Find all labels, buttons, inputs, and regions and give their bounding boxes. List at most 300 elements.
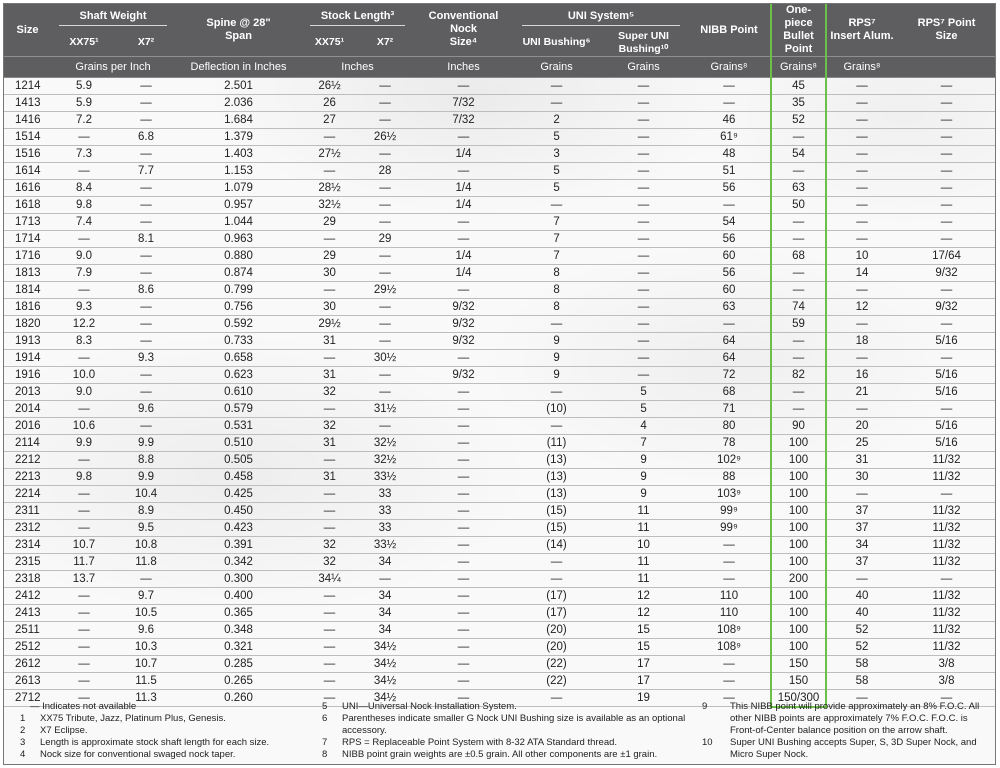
cell-stock-length-x7: 34 [357,622,413,639]
header-shaft-weight-x7: X7² [117,29,175,56]
cell-super-uni-bushing: — [599,180,688,197]
cell-nibb-point: 56 [688,231,771,248]
footnote [702,737,992,761]
header-bullet-line2: Bullet Point [783,30,814,55]
cell-rps-point-size: 5/16 [897,367,996,384]
cell-bullet-point: 100 [771,503,826,520]
cell-nibb-point: 51 [688,163,771,180]
header-spine-line1: Spine @ 28" [206,17,271,29]
cell-size: 2413 [4,605,51,622]
cell-stock-length-xx75: 29 [302,248,357,265]
cell-spine: 0.756 [175,299,302,316]
header-bullet-line1: One-piece [784,4,813,29]
cell-size: 1820 [4,316,51,333]
cell-shaft-weight-xx75: — [51,452,117,469]
cell-bullet-point: — [771,333,826,350]
cell-shaft-weight-x7: — [117,316,175,333]
cell-rps-point-size: — [897,78,996,95]
cell-rps-point-size: 5/16 [897,435,996,452]
cell-shaft-weight-x7: 10.7 [117,656,175,673]
cell-stock-length-xx75: 32 [302,537,357,554]
cell-bullet-point: 100 [771,520,826,537]
footnote-number: 9 [702,701,708,712]
cell-shaft-weight-xx75: — [51,673,117,690]
cell-stock-length-x7: 32½ [357,435,413,452]
cell-nibb-point: 78 [688,435,771,452]
cell-shaft-weight-x7: 10.3 [117,639,175,656]
cell-uni-bushing: (14) [514,537,599,554]
cell-rps-point-size: 9/32 [897,299,996,316]
cell-stock-length-xx75: 30 [302,299,357,316]
cell-shaft-weight-x7: — [117,146,175,163]
cell-bullet-point: 54 [771,146,826,163]
cell-size: 1413 [4,95,51,112]
cell-spine: 0.505 [175,452,302,469]
cell-rps-insert: 16 [826,367,897,384]
cell-stock-length-xx75: 27½ [302,146,357,163]
cell-super-uni-bushing: 17 [599,656,688,673]
cell-size: 2312 [4,520,51,537]
cell-super-uni-bushing: — [599,146,688,163]
cell-nibb-point: — [688,78,771,95]
cell-spine: 0.880 [175,248,302,265]
cell-shaft-weight-xx75: — [51,486,117,503]
cell-spine: 0.365 [175,605,302,622]
cell-bullet-point: 35 [771,95,826,112]
cell-size: 1916 [4,367,51,384]
table-row [4,146,996,163]
cell-rps-insert: 20 [826,418,897,435]
cell-uni-bushing: 3 [514,146,599,163]
cell-shaft-weight-xx75: — [51,588,117,605]
header-rps-size-line2: Size [935,30,958,42]
cell-nibb-point: — [688,537,771,554]
cell-nock-size: — [413,384,514,401]
table-row [4,418,996,435]
cell-super-uni-bushing: — [599,265,688,282]
cell-spine: 0.579 [175,401,302,418]
cell-rps-insert: 37 [826,554,897,571]
header-super-uni-bushing: Super UNI Bushing¹⁰ [599,29,688,56]
cell-super-uni-bushing: — [599,197,688,214]
table-row [4,554,996,571]
cell-bullet-point: — [771,384,826,401]
cell-rps-insert: — [826,78,897,95]
cell-size: 1714 [4,231,51,248]
cell-spine: 2.501 [175,78,302,95]
cell-rps-insert: — [826,112,897,129]
header-stock-length: Stock Length³ [302,4,413,29]
footnote-text: Super UNI Bushing accepts Super, S, 3D Super Nock, and Micro Super Nock. [730,737,977,760]
cell-rps-point-size: — [897,112,996,129]
cell-super-uni-bushing: 15 [599,639,688,656]
cell-size: 1514 [4,129,51,146]
header-rps-insert [826,4,897,57]
cell-stock-length-xx75: — [302,622,357,639]
cell-rps-point-size: — [897,231,996,248]
cell-size: 1713 [4,214,51,231]
cell-size: 2214 [4,486,51,503]
cell-stock-length-xx75: 31 [302,435,357,452]
cell-shaft-weight-xx75: 9.8 [51,469,117,486]
cell-spine: 0.423 [175,520,302,537]
table-row [4,571,996,588]
cell-uni-bushing: 7 [514,214,599,231]
cell-uni-bushing: (22) [514,673,599,690]
cell-nock-size: — [413,503,514,520]
cell-bullet-point: 200 [771,571,826,588]
cell-uni-bushing: 9 [514,350,599,367]
cell-rps-insert: — [826,401,897,418]
cell-spine: 0.321 [175,639,302,656]
cell-stock-length-x7: 26½ [357,129,413,146]
cell-uni-bushing: (17) [514,588,599,605]
cell-spine: 2.036 [175,95,302,112]
cell-bullet-point: 100 [771,537,826,554]
cell-nibb-point: — [688,656,771,673]
cell-stock-length-x7: 31½ [357,401,413,418]
cell-uni-bushing: 5 [514,180,599,197]
cell-stock-length-xx75: 34¼ [302,571,357,588]
cell-uni-bushing: 9 [514,333,599,350]
cell-super-uni-bushing: — [599,112,688,129]
cell-shaft-weight-x7: 8.1 [117,231,175,248]
header-rps-line1: RPS⁷ [848,17,876,29]
cell-bullet-point: — [771,163,826,180]
cell-rps-point-size: — [897,571,996,588]
cell-rps-insert: — [826,571,897,588]
cell-nock-size: 1/4 [413,197,514,214]
cell-rps-insert: 40 [826,588,897,605]
cell-rps-insert: — [826,163,897,180]
footnote-text: XX75 Tribute, Jazz, Platinum Plus, Genesis. [40,713,226,724]
cell-bullet-point: 100 [771,639,826,656]
cell-shaft-weight-x7: 9.6 [117,401,175,418]
cell-nibb-point: 103⁹ [688,486,771,503]
table-row [4,78,996,95]
cell-uni-bushing: (13) [514,452,599,469]
cell-shaft-weight-xx75: — [51,690,117,707]
cell-stock-length-x7: — [357,367,413,384]
cell-size: 2016 [4,418,51,435]
cell-shaft-weight-x7: 10.8 [117,537,175,554]
cell-stock-length-xx75: 32 [302,384,357,401]
cell-super-uni-bushing: 5 [599,401,688,418]
cell-stock-length-x7: 34½ [357,690,413,707]
cell-nock-size: — [413,486,514,503]
cell-rps-point-size: 11/32 [897,605,996,622]
header-nock-line2: Size⁴ [449,36,478,48]
cell-rps-insert: 30 [826,469,897,486]
cell-nibb-point: — [688,316,771,333]
cell-shaft-weight-xx75: 7.9 [51,265,117,282]
cell-rps-insert: — [826,146,897,163]
cell-super-uni-bushing: 19 [599,690,688,707]
cell-bullet-point: 100 [771,605,826,622]
cell-shaft-weight-x7: — [117,112,175,129]
cell-stock-length-x7: 33 [357,486,413,503]
cell-rps-point-size: — [897,180,996,197]
footnote-text: Parentheses indicate smaller G Nock UNI Bushing size is available as an optional accessory. [342,713,686,736]
cell-stock-length-x7: — [357,316,413,333]
cell-nibb-point: 99⁹ [688,503,771,520]
arrow-shaft-spec-table [4,4,996,708]
cell-rps-insert: 52 [826,639,897,656]
footnote [322,713,702,737]
cell-stock-length-x7: — [357,333,413,350]
cell-nock-size: — [413,673,514,690]
footnote-number: 3 [20,737,26,748]
cell-nibb-point: 71 [688,401,771,418]
footnote [322,737,702,749]
cell-super-uni-bushing: 10 [599,537,688,554]
cell-shaft-weight-xx75: 9.3 [51,299,117,316]
cell-super-uni-bushing: 11 [599,554,688,571]
footnote [20,725,320,737]
cell-rps-point-size: 11/32 [897,622,996,639]
table-row [4,350,996,367]
cell-nock-size: — [413,605,514,622]
cell-shaft-weight-x7: 8.9 [117,503,175,520]
cell-rps-point-size: — [897,401,996,418]
cell-shaft-weight-xx75: — [51,163,117,180]
cell-stock-length-xx75: 31 [302,469,357,486]
header-size: Size [4,4,51,57]
cell-nibb-point: — [688,690,771,707]
cell-size: 1814 [4,282,51,299]
cell-shaft-weight-x7: 7.7 [117,163,175,180]
footnote [702,701,992,737]
cell-nibb-point: 80 [688,418,771,435]
unit-grains-super: Grains [599,57,688,78]
cell-uni-bushing: 8 [514,265,599,282]
cell-spine: 0.391 [175,537,302,554]
cell-stock-length-xx75: — [302,605,357,622]
cell-uni-bushing: (20) [514,622,599,639]
cell-shaft-weight-xx75: 10.0 [51,367,117,384]
cell-bullet-point: 100 [771,469,826,486]
cell-spine: 0.265 [175,673,302,690]
cell-shaft-weight-xx75: 8.3 [51,333,117,350]
table-row [4,214,996,231]
cell-shaft-weight-x7: 9.9 [117,435,175,452]
cell-nock-size: — [413,639,514,656]
cell-rps-point-size: 11/32 [897,554,996,571]
cell-bullet-point: 45 [771,78,826,95]
cell-stock-length-xx75: 31 [302,367,357,384]
cell-rps-insert: 25 [826,435,897,452]
header-nibb-point: NIBB Point [688,4,771,57]
cell-nock-size: — [413,129,514,146]
cell-size: 1614 [4,163,51,180]
cell-spine: 0.285 [175,656,302,673]
cell-super-uni-bushing: — [599,231,688,248]
cell-super-uni-bushing: 4 [599,418,688,435]
header-spine-line2: Span [225,30,252,42]
cell-nock-size: — [413,554,514,571]
cell-uni-bushing: (13) [514,486,599,503]
cell-bullet-point: 100 [771,588,826,605]
cell-size: 1214 [4,78,51,95]
cell-shaft-weight-xx75: 5.9 [51,78,117,95]
cell-rps-insert: 18 [826,333,897,350]
cell-uni-bushing: — [514,197,599,214]
cell-super-uni-bushing: 17 [599,673,688,690]
cell-spine: 0.531 [175,418,302,435]
cell-size: 2013 [4,384,51,401]
cell-nock-size: 9/32 [413,299,514,316]
table-row [4,333,996,350]
cell-stock-length-x7: 30½ [357,350,413,367]
cell-shaft-weight-xx75: — [51,656,117,673]
cell-shaft-weight-x7: — [117,571,175,588]
cell-super-uni-bushing: — [599,282,688,299]
cell-stock-length-xx75: — [302,520,357,537]
footnote-text: RPS = Replaceable Point System with 8-32 ATA Standard thread. [342,737,618,748]
cell-shaft-weight-xx75: 9.0 [51,384,117,401]
cell-nibb-point: 102⁹ [688,452,771,469]
cell-bullet-point: 150 [771,673,826,690]
cell-rps-insert: — [826,180,897,197]
cell-nibb-point: 110 [688,588,771,605]
cell-super-uni-bushing: 11 [599,571,688,588]
cell-stock-length-xx75: — [302,588,357,605]
cell-uni-bushing: 5 [514,163,599,180]
cell-nibb-point: — [688,95,771,112]
cell-nibb-point: 72 [688,367,771,384]
cell-rps-insert: — [826,486,897,503]
unit-inches-nock: Inches [413,57,514,78]
cell-nibb-point: 88 [688,469,771,486]
cell-nock-size: — [413,163,514,180]
cell-nibb-point: 64 [688,350,771,367]
cell-super-uni-bushing: — [599,163,688,180]
cell-spine: 1.079 [175,180,302,197]
cell-nock-size: 9/32 [413,367,514,384]
cell-nibb-point: 63 [688,299,771,316]
cell-stock-length-xx75: — [302,231,357,248]
footnote-number: 5 [322,701,328,712]
footnote [322,701,702,713]
cell-nibb-point: 110 [688,605,771,622]
footnote-number: 10 [702,737,713,748]
cell-stock-length-xx75: — [302,129,357,146]
cell-stock-length-x7: 34 [357,605,413,622]
cell-size: 2314 [4,537,51,554]
cell-uni-bushing: — [514,316,599,333]
cell-spine: 1.044 [175,214,302,231]
cell-nibb-point: 108⁹ [688,639,771,656]
table-row [4,180,996,197]
cell-shaft-weight-x7: 10.4 [117,486,175,503]
cell-nibb-point: 108⁹ [688,622,771,639]
cell-uni-bushing: — [514,554,599,571]
cell-super-uni-bushing: — [599,78,688,95]
cell-super-uni-bushing: 9 [599,469,688,486]
cell-super-uni-bushing: 12 [599,588,688,605]
cell-spine: 0.450 [175,503,302,520]
footnotes-column-1 [20,701,320,761]
cell-uni-bushing: — [514,418,599,435]
cell-rps-insert: 40 [826,605,897,622]
cell-size: 1716 [4,248,51,265]
unit-rps-size-blank [897,57,996,78]
cell-super-uni-bushing: 9 [599,486,688,503]
cell-size: 2512 [4,639,51,656]
cell-rps-point-size: 11/32 [897,503,996,520]
cell-shaft-weight-x7: 8.8 [117,452,175,469]
cell-stock-length-x7: — [357,265,413,282]
cell-bullet-point: 52 [771,112,826,129]
cell-uni-bushing: — [514,384,599,401]
cell-nock-size: — [413,78,514,95]
cell-size: 1914 [4,350,51,367]
cell-uni-bushing: (10) [514,401,599,418]
cell-size: 2412 [4,588,51,605]
cell-stock-length-xx75: 32 [302,554,357,571]
cell-nock-size: — [413,571,514,588]
cell-rps-insert: — [826,282,897,299]
table-row [4,367,996,384]
footnote-text: Nock size for conventional swaged nock taper. [40,749,236,760]
cell-shaft-weight-xx75: 7.4 [51,214,117,231]
cell-shaft-weight-xx75: 10.6 [51,418,117,435]
header-bullet-point [771,4,826,57]
cell-rps-insert: 12 [826,299,897,316]
footnotes-column-2 [322,701,702,761]
cell-shaft-weight-x7: 10.5 [117,605,175,622]
cell-stock-length-x7: — [357,418,413,435]
table-body [4,78,996,707]
cell-spine: 0.260 [175,690,302,707]
cell-nock-size: 1/4 [413,265,514,282]
footnote-number: 8 [322,749,328,760]
cell-shaft-weight-x7: 9.9 [117,469,175,486]
unit-grains-rps: Grains⁸ [826,57,897,78]
table-row [4,622,996,639]
cell-super-uni-bushing: 11 [599,503,688,520]
cell-stock-length-xx75: — [302,350,357,367]
cell-rps-point-size: — [897,146,996,163]
cell-shaft-weight-xx75: 13.7 [51,571,117,588]
header-nock-line1: Conventional Nock [428,10,499,35]
cell-rps-insert: — [826,690,897,707]
cell-bullet-point: — [771,282,826,299]
cell-rps-point-size: 5/16 [897,418,996,435]
cell-spine: 1.379 [175,129,302,146]
cell-spine: 0.733 [175,333,302,350]
cell-nock-size: — [413,350,514,367]
cell-size: 2613 [4,673,51,690]
cell-bullet-point: 50 [771,197,826,214]
cell-rps-point-size: 17/64 [897,248,996,265]
footnote-text: NIBB point grain weights are ±0.5 grain. All other components are ±1 grain. [342,749,658,760]
cell-size: 2213 [4,469,51,486]
footnote-text: — Indicates not available [30,701,137,712]
footnote [20,713,320,725]
header-stock-length-x7: X7² [357,29,413,56]
cell-shaft-weight-xx75: 10.7 [51,537,117,554]
cell-shaft-weight-xx75: 8.4 [51,180,117,197]
cell-super-uni-bushing: — [599,214,688,231]
cell-size: 2311 [4,503,51,520]
cell-stock-length-x7: — [357,112,413,129]
cell-nibb-point: 60 [688,248,771,265]
cell-spine: 0.610 [175,384,302,401]
cell-super-uni-bushing: 7 [599,435,688,452]
cell-shaft-weight-x7: — [117,180,175,197]
cell-rps-insert: 37 [826,503,897,520]
